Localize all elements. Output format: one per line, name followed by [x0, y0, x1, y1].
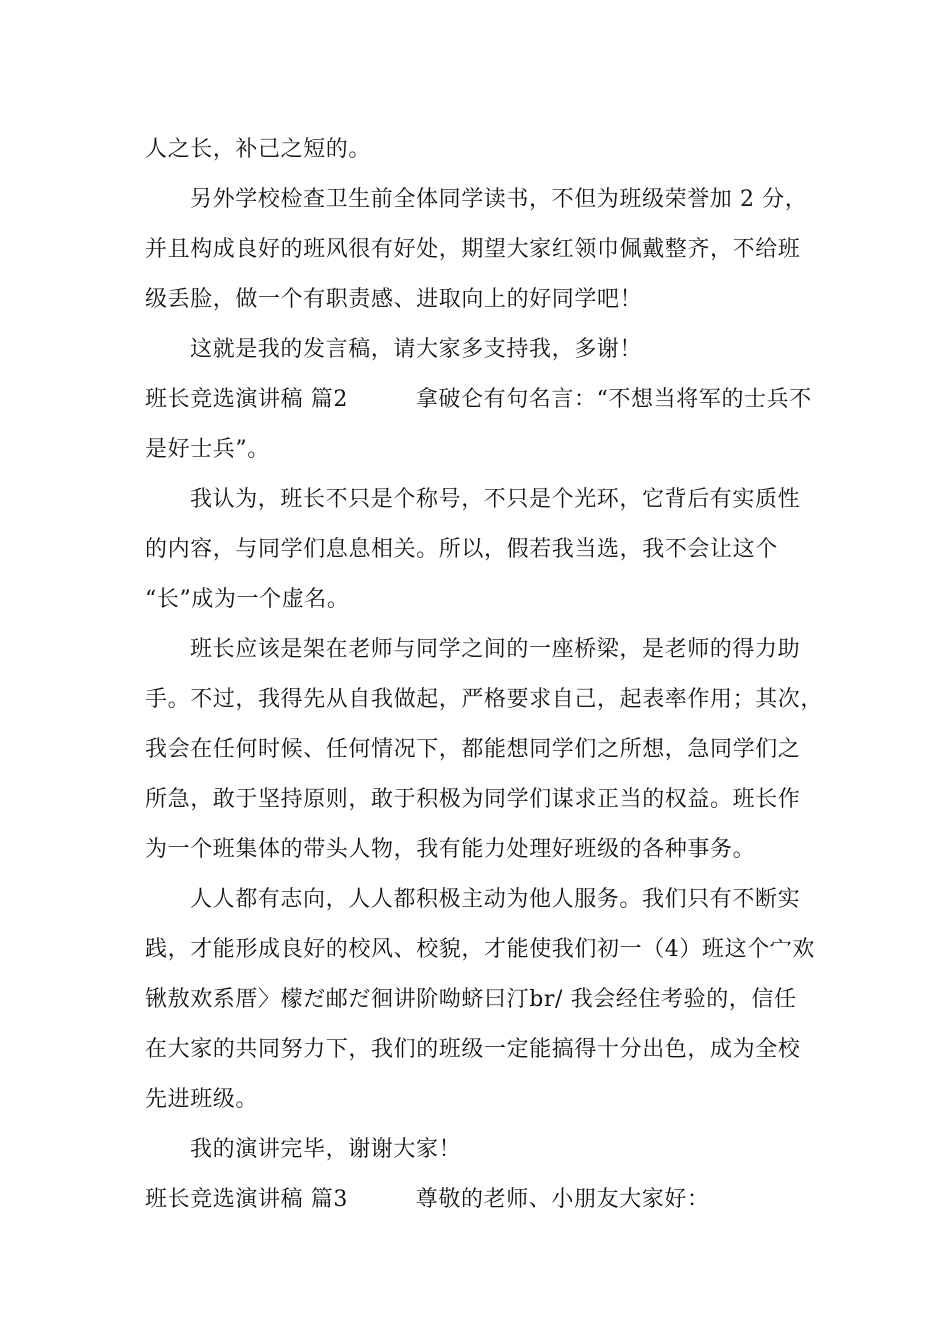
- text-line: 锹敖欢系厝〉檬だ邮だ徊讲阶呦蛴曰汀br/ 我会经住考验的，信任: [145, 987, 797, 1012]
- paragraph-first-line: 另外学校检查卫生前全体同学读书，不但为班级荣誉加 2 分，: [190, 187, 808, 212]
- text-line: 并且构成良好的班风很有好处，期望大家红领巾佩戴整齐，不给班: [145, 237, 801, 262]
- text-line: 所急，敢于坚持原则，敢于积极为同学们谋求正当的权益。班长作: [145, 787, 801, 812]
- text-line: 的内容，与同学们息息相关。所以，假若我当选，我不会让这个: [145, 537, 778, 562]
- text-line: 为一个班集体的带头人物，我有能力处理好班级的各种事务。: [145, 837, 756, 862]
- text-line: 人之长，补己之短的。: [145, 137, 372, 162]
- paragraph-first-line: 我的演讲完毕，谢谢大家！: [190, 1137, 462, 1162]
- text-line: 手。不过，我得先从自我做起，严格要求自己，起表率作用；其次，: [145, 687, 824, 712]
- section-heading-line: 班长竞选演讲稿 篇2 拿破仑有句名言：“不想当将军的士兵不: [145, 387, 812, 412]
- text-line: 先进班级。: [145, 1087, 259, 1112]
- text-line: 在大家的共同努力下，我们的班级一定能搞得十分出色，成为全校: [145, 1037, 801, 1062]
- paragraph-first-line: 我认为，班长不只是个称号，不只是个光环，它背后有实质性: [190, 487, 801, 512]
- section-heading-line: 班长竞选演讲稿 篇3 尊敬的老师、小朋友大家好：: [145, 1187, 710, 1212]
- text-line: 是好士兵”。: [145, 437, 270, 462]
- paragraph-first-line: 人人都有志向，人人都积极主动为他人服务。我们只有不断实: [190, 887, 801, 912]
- text-line: “长”成为一个虚名。: [145, 587, 350, 612]
- paragraph-first-line: 班长应该是架在老师与同学之间的一座桥梁，是老师的得力助: [190, 637, 801, 662]
- paragraph-first-line: 这就是我的发言稿，请大家多支持我，多谢！: [190, 337, 643, 362]
- text-line: 践，才能形成良好的校风、校貌，才能使我们初一（4）班这个宀欢: [145, 937, 815, 962]
- text-line: 我会在任何时候、任何情况下，都能想同学们之所想，急同学们之: [145, 737, 801, 762]
- text-line: 级丢脸，做一个有职责感、进取向上的好同学吧！: [145, 287, 643, 312]
